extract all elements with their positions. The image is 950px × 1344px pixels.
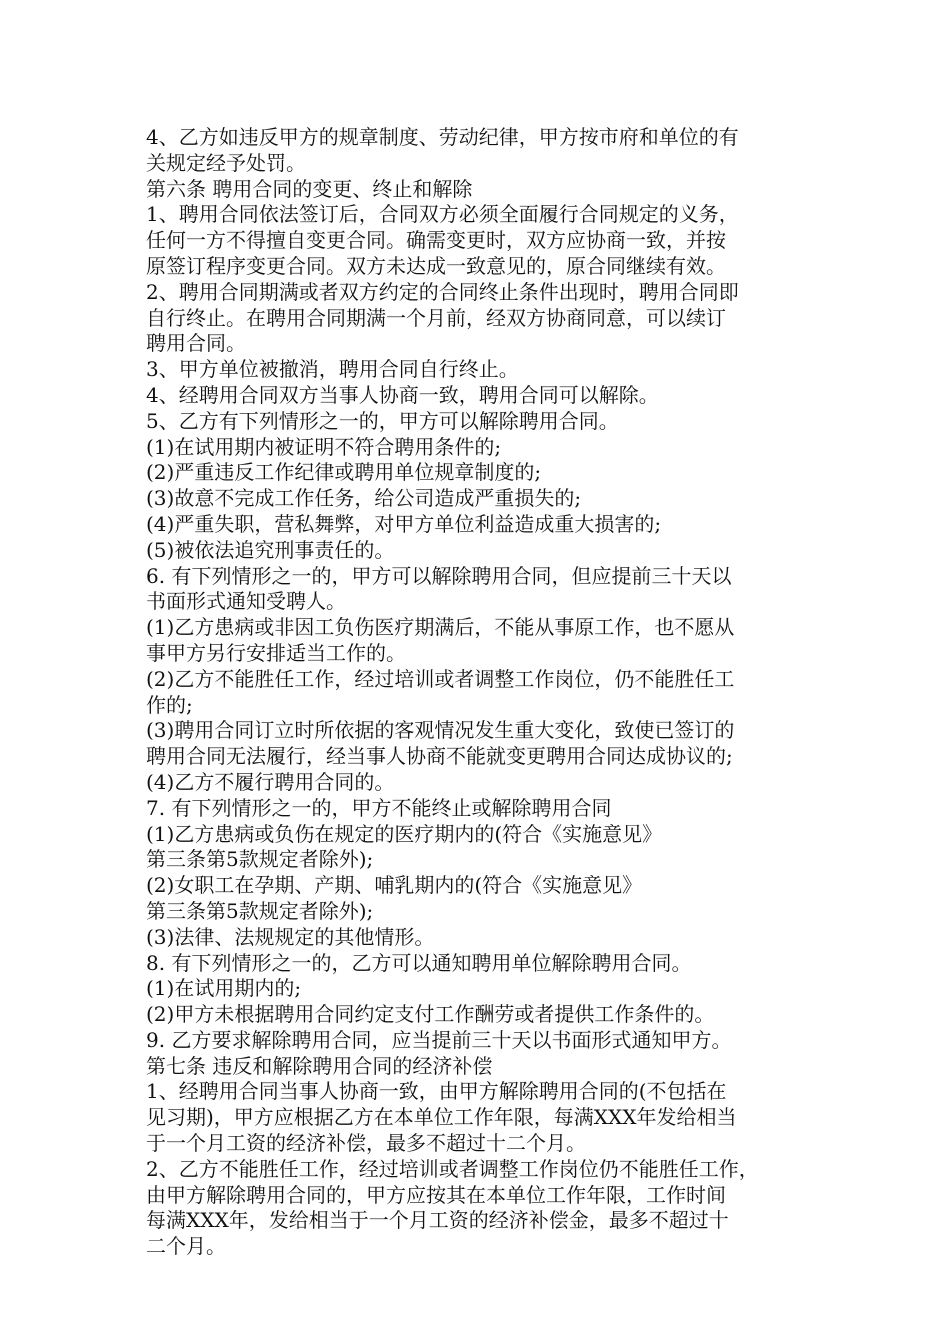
text-line: 事甲方另行安排适当工作的。 xyxy=(146,640,406,665)
text-line: 书面形式通知受聘人。 xyxy=(146,589,346,614)
text-line: 由甲方解除聘用合同的，甲方应按其在本单位工作年限，工作时间 xyxy=(146,1182,726,1207)
section-heading: 第六条 聘用合同的变更、终止和解除 xyxy=(146,176,473,201)
text-line: (1)乙方患病或非因工负伤医疗期满后，不能从事原工作，也不愿从 xyxy=(146,615,735,640)
text-line: 3、甲方单位被撤消，聘用合同自行终止。 xyxy=(146,357,519,382)
text-line: 9. 乙方要求解除聘用合同，应当提前三十天以书面形式通知甲方。 xyxy=(146,1027,732,1052)
text-line: 8. 有下列情形之一的，乙方可以通知聘用单位解除聘用合同。 xyxy=(146,950,692,975)
text-line: 聘用合同无法履行，经当事人协商不能就变更聘用合同达成协议的; xyxy=(146,744,733,769)
text-line: 1、经聘用合同当事人协商一致，由甲方解除聘用合同的(不包括在 xyxy=(146,1079,727,1104)
text-line: (1)乙方患病或负伤在规定的医疗期内的(符合《实施意见》 xyxy=(146,821,663,846)
text-line: (5)被依法追究刑事责任的。 xyxy=(146,537,395,562)
text-line: (2)女职工在孕期、产期、哺乳期内的(符合《实施意见》 xyxy=(146,873,643,898)
text-line: (2)甲方未根据聘用合同约定支付工作酬劳或者提供工作条件的。 xyxy=(146,1002,715,1027)
text-line: 4、经聘用合同双方当事人协商一致，聘用合同可以解除。 xyxy=(146,382,659,407)
text-line: 6. 有下列情形之一的，甲方可以解除聘用合同，但应提前三十天以 xyxy=(146,563,732,588)
text-line: 第三条第5款规定者除外); xyxy=(146,898,374,923)
text-line: (3)故意不完成工作任务，给公司造成严重损失的; xyxy=(146,486,582,511)
text-line: 7. 有下列情形之一的，甲方不能终止或解除聘用合同 xyxy=(146,795,612,820)
text-line: 2、聘用合同期满或者双方约定的合同终止条件出现时，聘用合同即 xyxy=(146,279,739,304)
text-line: 自行终止。在聘用合同期满一个月前，经双方协商同意，可以续订 xyxy=(146,305,726,330)
text-line: 于一个月工资的经济补偿，最多不超过十二个月。 xyxy=(146,1131,586,1156)
text-line: 2、乙方不能胜任工作，经过培训或者调整工作岗位仍不能胜任工作， xyxy=(146,1156,759,1181)
text-line: 5、乙方有下列情形之一的，甲方可以解除聘用合同。 xyxy=(146,408,619,433)
text-line: 第三条第5款规定者除外); xyxy=(146,847,374,872)
text-line: 聘用合同。 xyxy=(146,331,246,356)
text-line: (4)严重失职，营私舞弊，对甲方单位利益造成重大损害的; xyxy=(146,511,662,536)
text-line: 二个月。 xyxy=(146,1234,226,1259)
text-line: (1)在试用期内被证明不符合聘用条件的; xyxy=(146,434,502,459)
text-line: 4、乙方如违反甲方的规章制度、劳动纪律，甲方按市府和单位的有 xyxy=(146,125,739,149)
text-line: 关规定经予处罚。 xyxy=(146,150,306,175)
text-line: (3)法律、法规规定的其他情形。 xyxy=(146,924,435,949)
section-heading: 第七条 违反和解除聘用合同的经济补偿 xyxy=(146,1053,493,1078)
text-line: 作的; xyxy=(146,692,193,717)
text-line: (2)严重违反工作纪律或聘用单位规章制度的; xyxy=(146,460,542,485)
text-line: 1、聘用合同依法签订后，合同双方必须全面履行合同规定的义务， xyxy=(146,202,739,227)
document-body xyxy=(146,125,816,1260)
text-line: 每满XXX年，发给相当于一个月工资的经济补偿金，最多不超过十 xyxy=(146,1208,729,1233)
text-line: (4)乙方不履行聘用合同的。 xyxy=(146,769,395,794)
text-line: (2)乙方不能胜任工作，经过培训或者调整工作岗位，仍不能胜任工 xyxy=(146,666,735,691)
text-line: 原签订程序变更合同。双方未达成一致意见的，原合同继续有效。 xyxy=(146,253,726,278)
text-line: 见习期)，甲方应根据乙方在本单位工作年限，每满XXX年发给相当 xyxy=(146,1105,737,1130)
text-line: (3)聘用合同订立时所依据的客观情况发生重大变化，致使已签订的 xyxy=(146,718,735,743)
text-line: 任何一方不得擅自变更合同。确需变更时，双方应协商一致，并按 xyxy=(146,228,726,253)
text-line: (1)在试用期内的; xyxy=(146,976,302,1001)
